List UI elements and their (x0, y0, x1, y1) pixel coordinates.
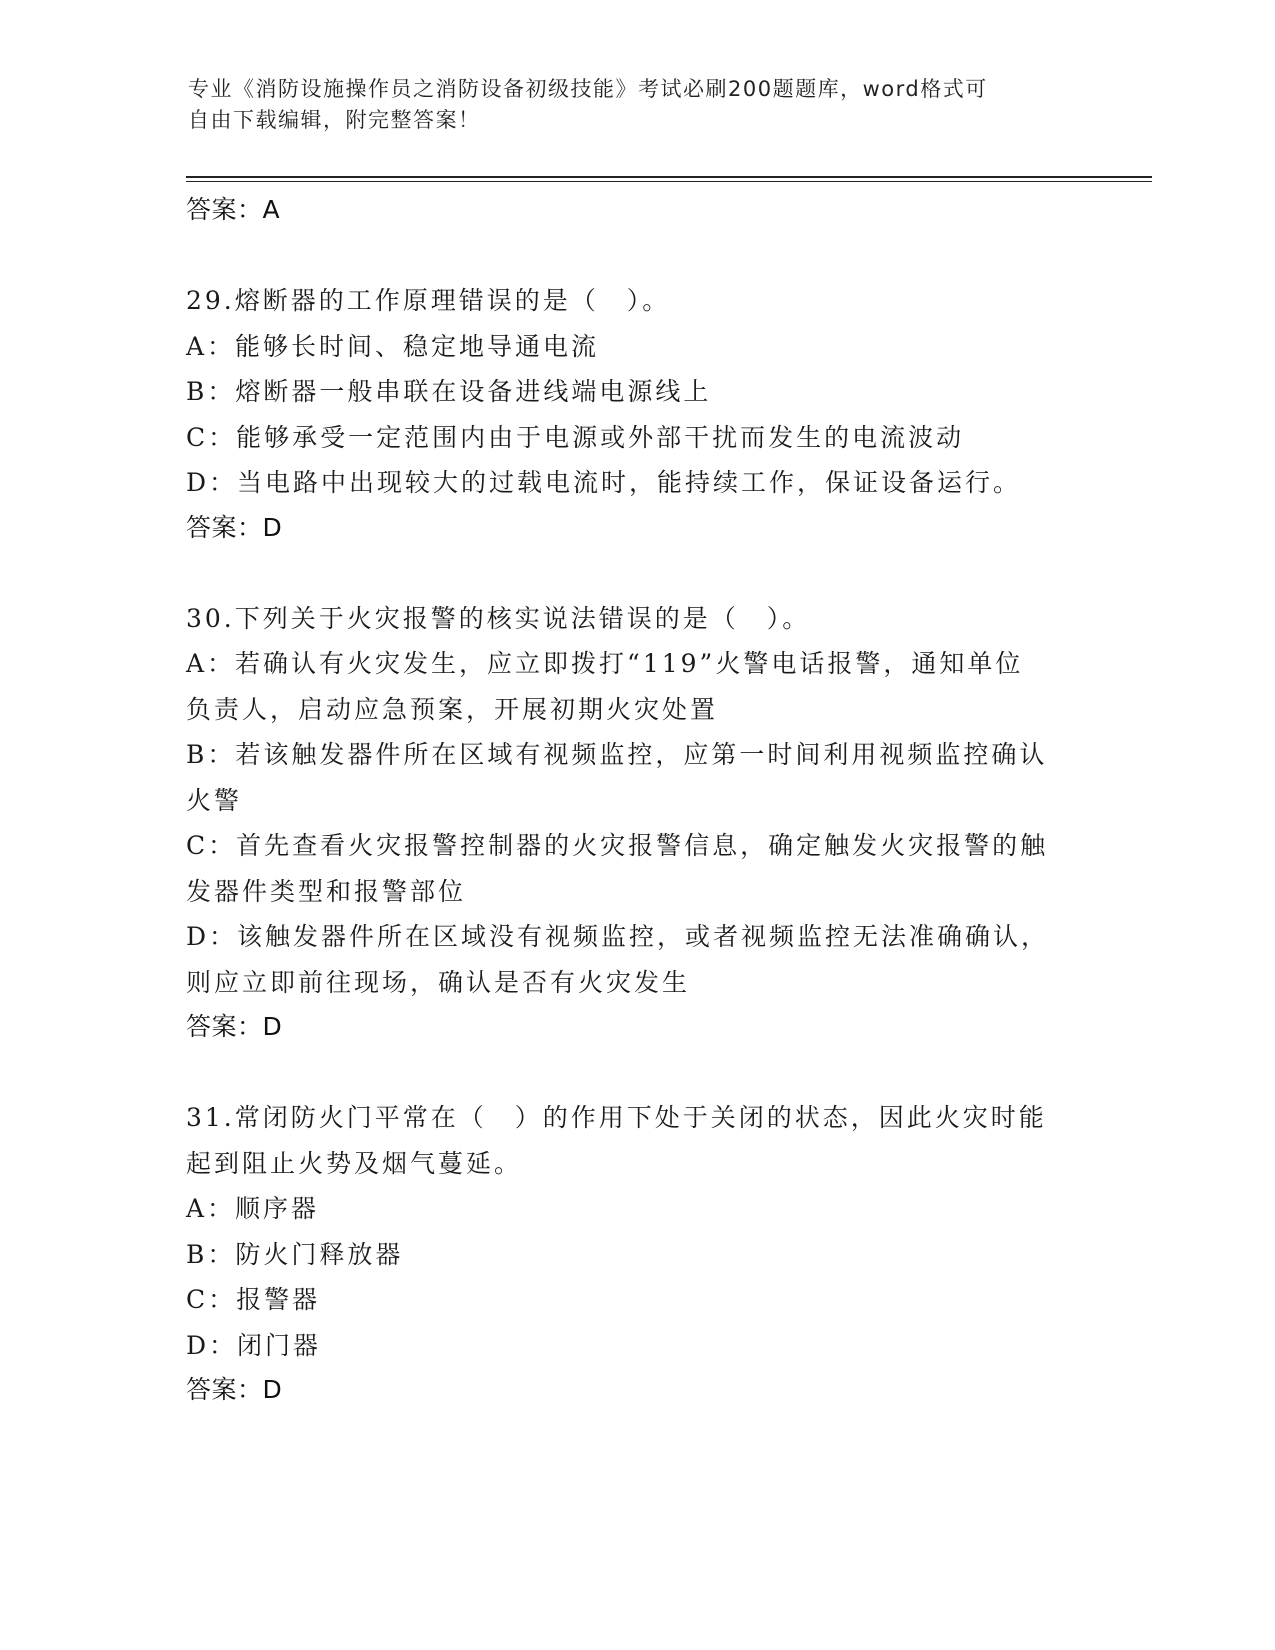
spacer (186, 232, 1086, 278)
option-a-continued: 负责人，启动应急预案，开展初期火灾处置 (186, 694, 719, 724)
question-stem: 29.熔断器的工作原理错误的是（ ）。 (186, 286, 671, 315)
option-b: B：熔断器一般串联在设备进线端电源线上 (186, 377, 712, 406)
answer-line: 答案：A (186, 195, 281, 224)
option-b-continued: 火警 (186, 785, 243, 815)
answer-line: 答案：D (186, 1012, 283, 1041)
option-c: C：报警器 (186, 1285, 321, 1314)
answer-line: 答案：D (186, 1375, 283, 1404)
option-b: B：防火门释放器 (186, 1239, 404, 1269)
document-body (186, 188, 1086, 1412)
option-a: A：能够长时间、稳定地导通电流 (186, 331, 600, 361)
page-header (188, 74, 1068, 136)
answer-line: 答案：D (186, 512, 283, 542)
option-c: C：首先查看火灾报警控制器的火灾报警信息，确定触发火灾报警的触 (186, 831, 1049, 860)
option-a: A：若确认有火灾发生，应立即拨打“119”火警电话报警，通知单位 (186, 649, 1024, 678)
header-divider-thin (186, 181, 1152, 182)
question-block (186, 1095, 1086, 1412)
option-c: C：能够承受一定范围内由于电源或外部干扰而发生的电流波动 (186, 422, 965, 452)
header-line-1: 专业《消防设施操作员之消防设备初级技能》考试必刷200题题库，word格式可 (188, 77, 988, 101)
question-stem: 30.下列关于火灾报警的核实说法错误的是（ ）。 (186, 603, 811, 633)
header-divider (186, 176, 1152, 178)
question-block (186, 596, 1086, 1050)
spacer (186, 550, 1086, 596)
option-c-continued: 发器件类型和报警部位 (186, 876, 467, 906)
option-d: D：闭门器 (186, 1330, 322, 1360)
question-stem: 31.常闭防火门平常在（ ）的作用下处于关闭的状态，因此火灾时能 (186, 1103, 1047, 1132)
header-line-2: 自由下载编辑，附完整答案！ (188, 108, 481, 132)
option-d-continued: 则应立即前往现场，确认是否有火灾发生 (186, 967, 691, 997)
spacer (186, 1049, 1086, 1095)
option-a: A：顺序器 (186, 1194, 320, 1223)
question-block (186, 278, 1086, 550)
option-b: B：若该触发器件所在区域有视频监控，应第一时间利用视频监控确认 (186, 740, 1048, 769)
option-d: D：当电路中出现较大的过载电流时，能持续工作，保证设备运行。 (186, 468, 1022, 497)
option-d: D：该触发器件所在区域没有视频监控，或者视频监控无法准确确认， (186, 922, 1050, 951)
question-stem-continued: 起到阻止火势及烟气蔓延。 (186, 1148, 523, 1178)
